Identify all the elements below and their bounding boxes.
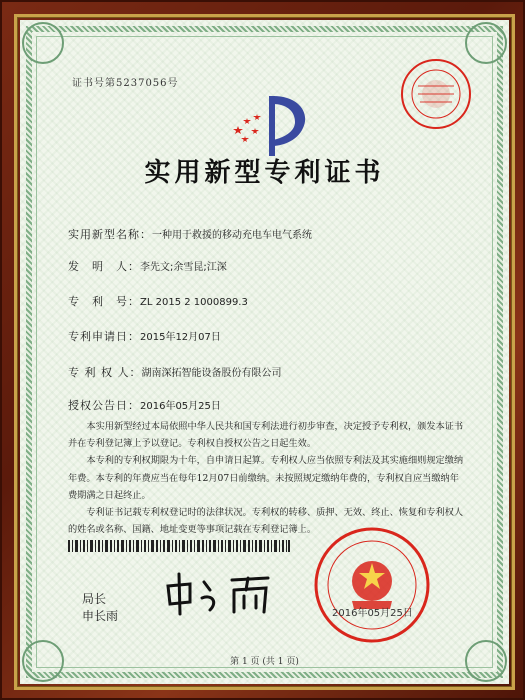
director-title: 局长	[82, 592, 107, 606]
field-label: 实用新型名称：	[68, 228, 152, 241]
field-label: 发 明 人：	[68, 260, 140, 273]
field-value: 李先文;余雪昆;江深	[140, 262, 227, 273]
body-paragraph: 专利证书记载专利权登记时的法律状况。专利权的转移、质押、无效、终止、恢复和专利权人的姓名或名称、国籍、地址变更等事项记载在专利登记簿上。	[68, 507, 464, 536]
office-seal-small	[398, 56, 474, 132]
corner-ornament	[22, 22, 64, 64]
body-paragraph: 本专利的专利权期限为十年，自申请日起算。专利权人应当依照专利法及其实施细则规定缴纳年费。本专利的年费应当在每年12月07日前缴纳。未按照规定缴纳年费的，专利权自应当缴纳年费期满之日起终止。	[68, 455, 464, 501]
field-value: 2016年05月25日	[140, 401, 221, 412]
director-name: 申长雨	[82, 609, 119, 623]
director-signature	[160, 568, 290, 618]
field-patent-number	[68, 293, 248, 309]
certificate-paper	[20, 20, 509, 684]
field-label: 专 利 权 人：	[68, 366, 142, 379]
field-value: 湖南深拓智能设备股份有限公司	[141, 368, 282, 379]
cnipa-logo	[225, 90, 315, 160]
field-value: ZL 2015 2 1000899.3	[140, 297, 248, 308]
barcode	[68, 540, 290, 552]
certificate-title: 实用新型专利证书	[144, 158, 385, 188]
body-paragraph: 本实用新型经过本局依照中华人民共和国专利法进行初步审查，决定授予专利权，颁发本证书并在专利登记簿上予以登记。专利权自授权公告之日起生效。	[68, 421, 464, 450]
field-value: 2015年12月07日	[140, 332, 221, 343]
field-label: 授权公告日：	[68, 399, 140, 412]
certificate-number: 证书号第5237056号	[72, 78, 179, 89]
field-grant-date	[68, 397, 221, 413]
field-value: 一种用于救援的移动充电车电气系统	[152, 230, 312, 241]
seal-date: 2016年05月25日	[332, 608, 413, 619]
page-number: 第 1 页 (共 1 页)	[230, 657, 299, 667]
field-patentee	[68, 364, 282, 380]
field-label: 专利申请日：	[68, 330, 140, 343]
national-seal	[312, 525, 432, 645]
field-utility-model-name	[68, 226, 312, 242]
field-inventors	[68, 258, 227, 274]
field-label: 专 利 号：	[68, 295, 140, 308]
field-application-date	[68, 328, 221, 344]
certificate-body	[68, 418, 468, 538]
